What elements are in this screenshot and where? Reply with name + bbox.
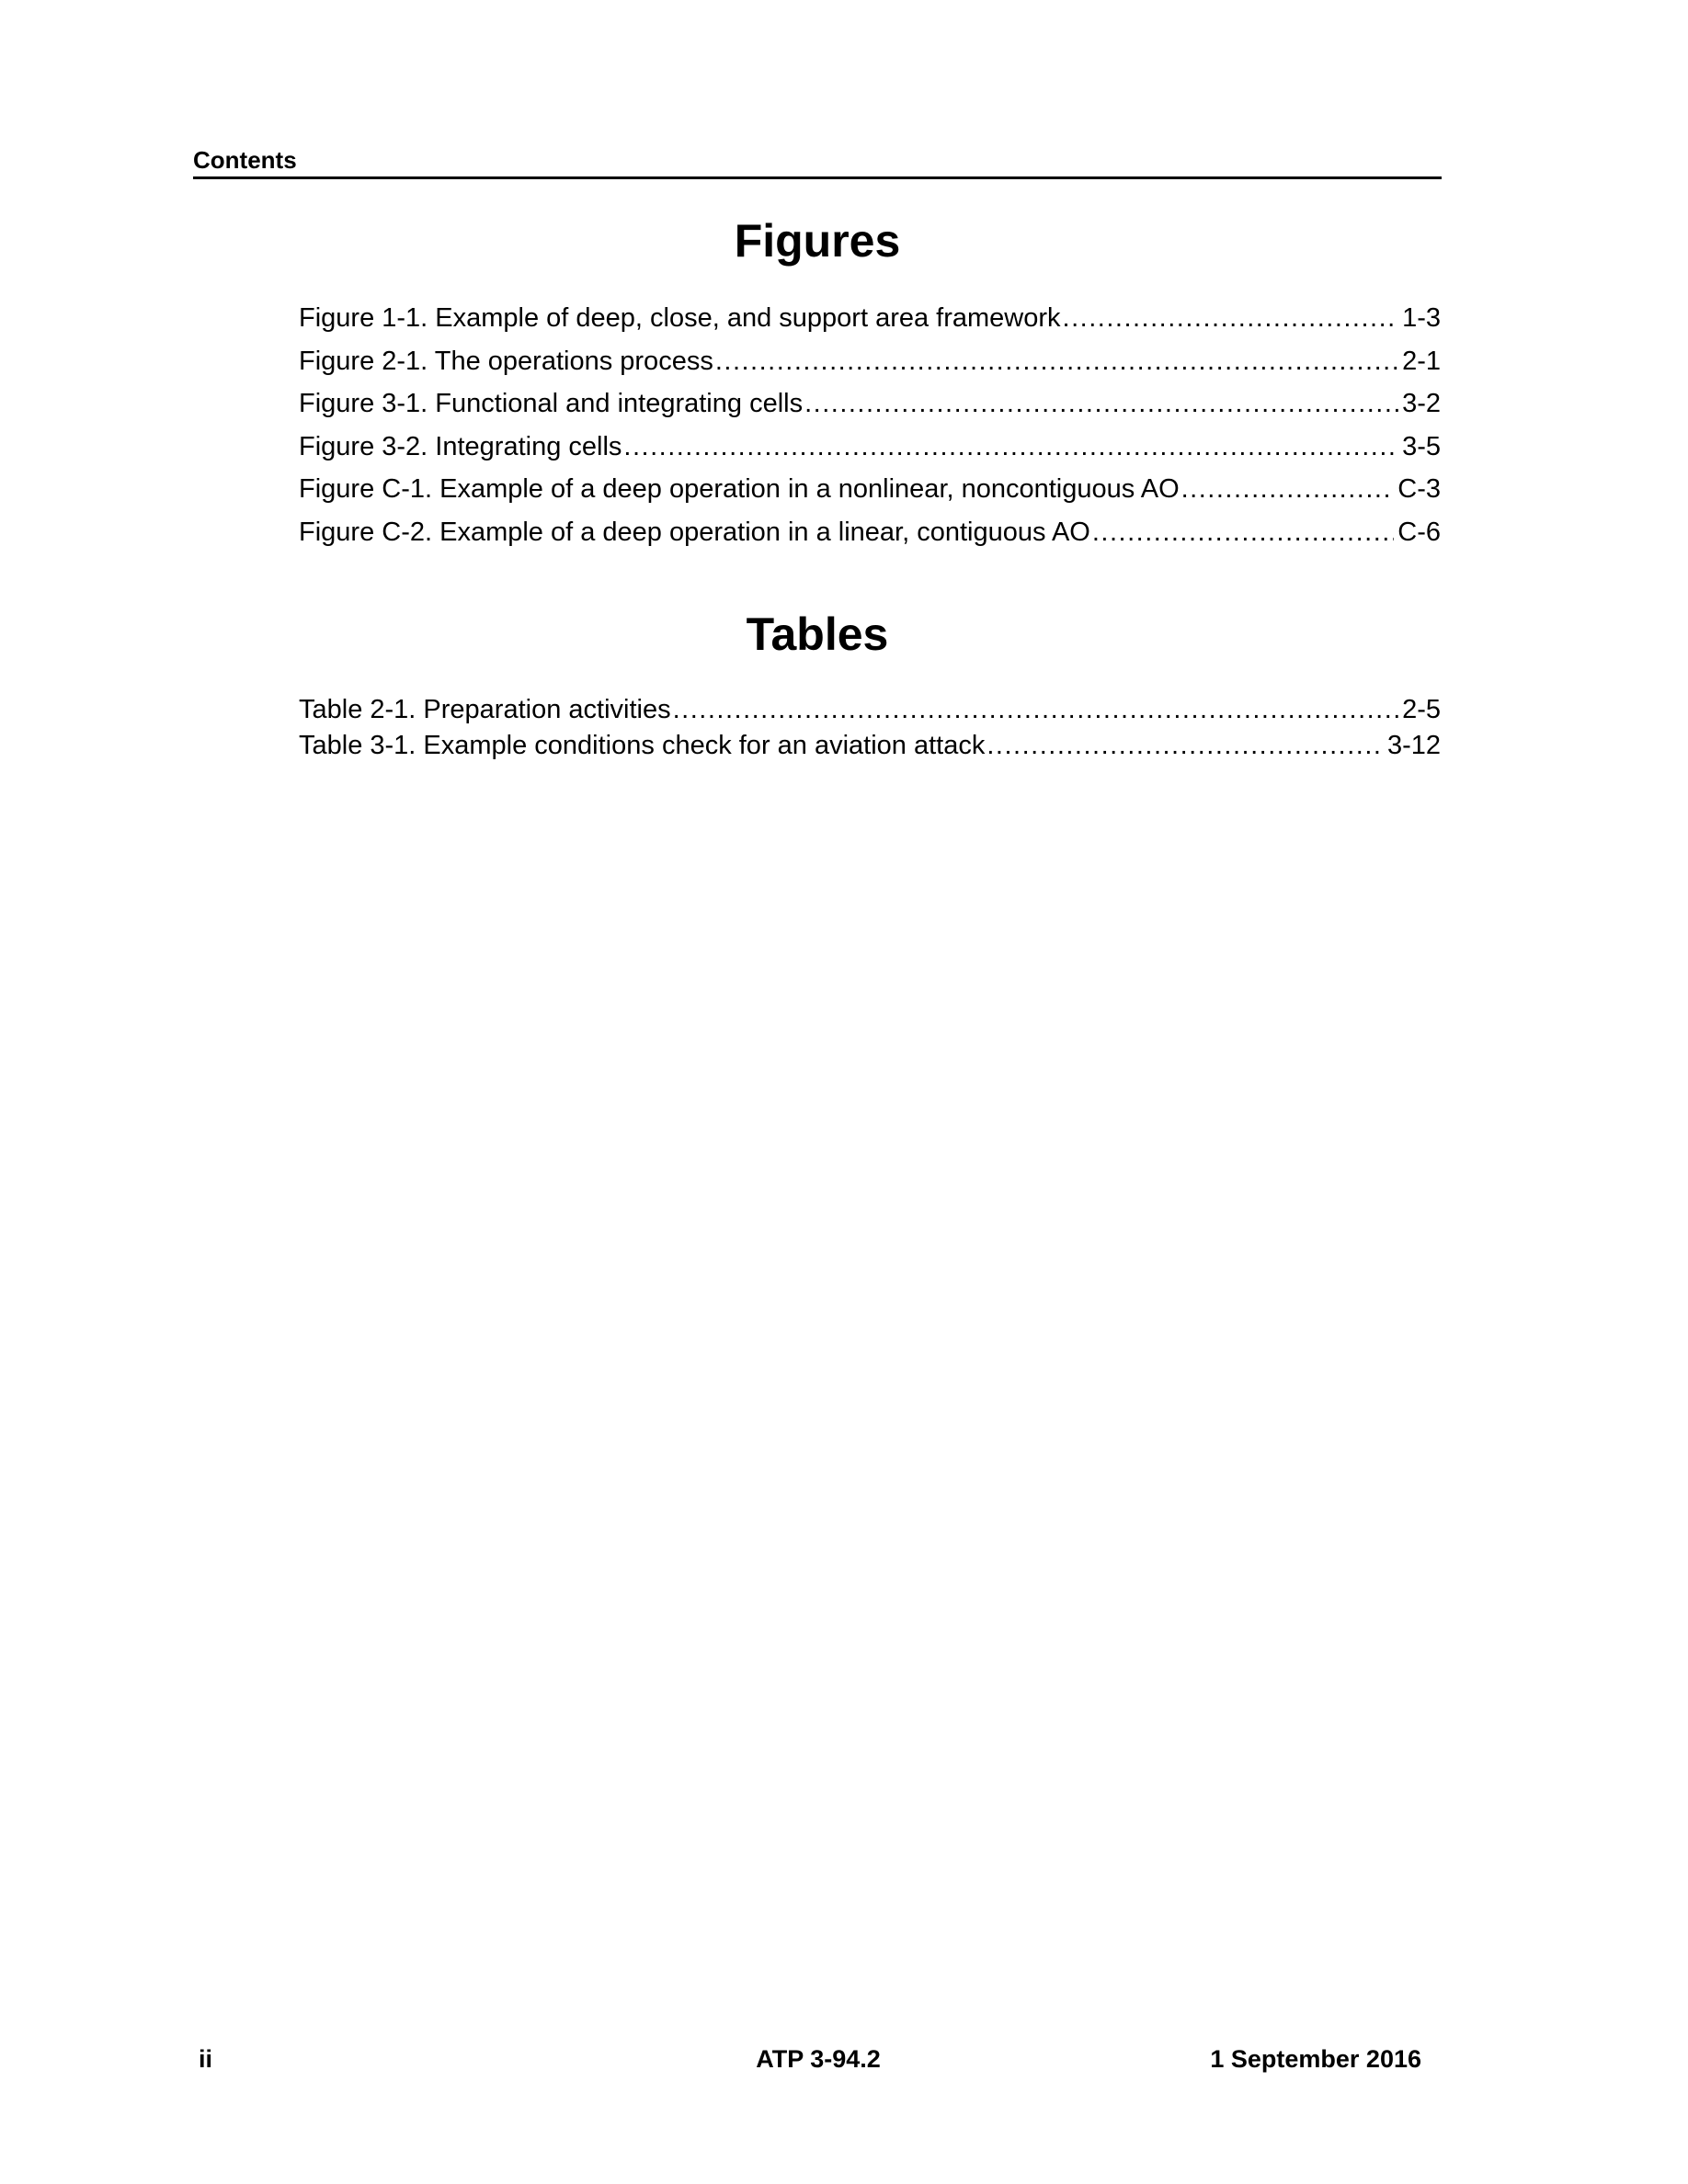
entry-page: 2-5 [1402,695,1441,724]
entry-page: 3-2 [1402,389,1441,418]
table-entry[interactable] [299,728,1441,764]
entry-label: Table 2-1. Preparation activities [299,695,671,724]
footer-page-number: ii [199,2045,213,2073]
figure-entry[interactable] [299,426,1441,469]
entry-page: 3-12 [1386,731,1441,760]
dot-leader [623,426,1398,469]
figures-list [299,297,1441,553]
entry-page: 1-3 [1402,303,1441,333]
tables-section-title: Tables [746,609,889,660]
figure-entry[interactable] [299,511,1441,554]
footer-date: 1 September 2016 [1210,2045,1421,2073]
table-entry[interactable] [299,692,1441,728]
figures-section-title: Figures [734,215,901,267]
dot-leader [987,728,1384,764]
dot-leader [715,340,1398,383]
figure-entry[interactable] [299,340,1441,383]
dot-leader [1181,468,1395,511]
dot-leader [673,692,1398,728]
page-footer [193,2042,1421,2076]
entry-page: C-3 [1397,474,1441,504]
figure-entry[interactable] [299,297,1441,340]
running-head [193,145,1442,179]
entry-label: Figure 1-1. Example of deep, close, and support area framework [299,303,1061,333]
tables-list [299,692,1441,764]
footer-publication: ATP 3-94.2 [756,2045,881,2073]
entry-label: Table 3-1. Example conditions check for an aviation attack [299,731,986,760]
figure-entry[interactable] [299,382,1441,426]
entry-label: Figure C-2. Example of a deep operation in a linear, contiguous AO [299,517,1090,547]
entry-page: 3-5 [1402,431,1441,461]
entry-label: Figure 2-1. The operations process [299,346,713,376]
entry-label: Figure C-1. Example of a deep operation in a nonlinear, noncontiguous AO [299,474,1180,504]
entry-page: C-6 [1397,517,1441,547]
dot-leader [1063,297,1399,340]
figure-entry[interactable] [299,468,1441,511]
dot-leader [1092,511,1394,554]
entry-label: Figure 3-1. Functional and integrating cells [299,389,804,418]
dot-leader [804,382,1398,426]
running-head-title: Contents [193,146,297,174]
entry-page: 2-1 [1402,346,1441,376]
entry-label: Figure 3-2. Integrating cells [299,431,622,461]
